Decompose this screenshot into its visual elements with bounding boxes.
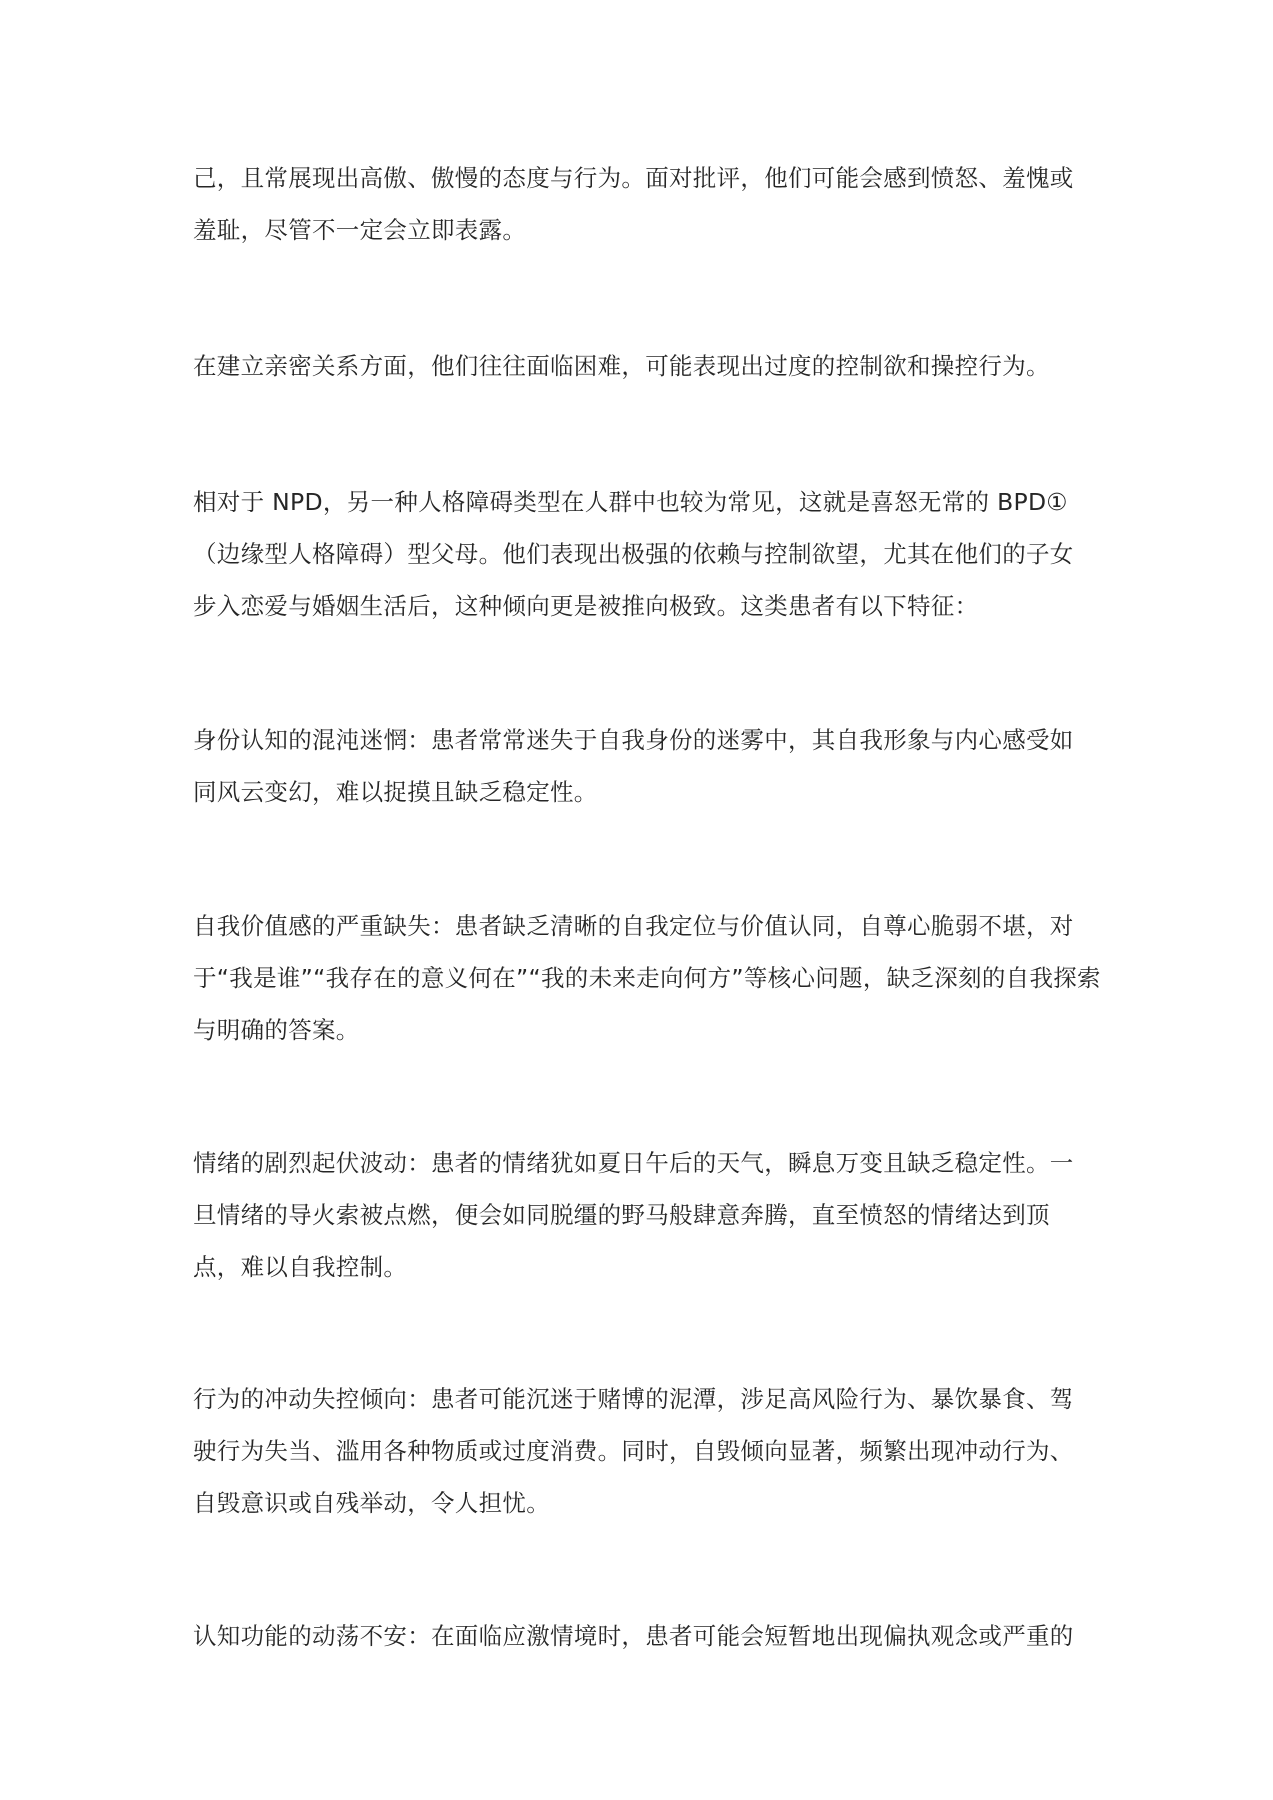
text-line: 自毁意识或自残举动，令人担忧。	[193, 1489, 550, 1517]
text-line: 羞耻，尽管不一定会立即表露。	[193, 216, 527, 244]
paragraph-cognitive-instability	[193, 1610, 1093, 1662]
paragraph-emotional-swings	[193, 1137, 1093, 1293]
text-line: 情绪的剧烈起伏波动：患者的情绪犹如夏日午后的天气，瞬息万变且缺乏稳定性。一	[193, 1149, 1074, 1177]
text-line: 点，难以自我控制。	[193, 1253, 408, 1281]
text-line: 步入恋爱与婚姻生活后，这种倾向更是被推向极致。这类患者有以下特征：	[193, 592, 979, 620]
paragraph-identity-confusion	[193, 714, 1093, 818]
paragraph-bpd-intro	[193, 476, 1093, 632]
text-line: 相对于 NPD，另一种人格障碍类型在人群中也较为常见，这就是喜怒无常的 BPD①	[193, 488, 1068, 516]
text-line: 在建立亲密关系方面，他们往往面临困难，可能表现出过度的控制欲和操控行为。	[193, 352, 1050, 380]
text-line: 己，且常展现出高傲、傲慢的态度与行为。面对批评，他们可能会感到愤怒、羞愧或	[193, 164, 1074, 192]
paragraph-npd-relationships	[193, 340, 1093, 392]
text-line: 认知功能的动荡不安：在面临应激情境时，患者可能会短暂地出现偏执观念或严重的	[193, 1622, 1074, 1650]
text-line: 自我价值感的严重缺失：患者缺乏清晰的自我定位与价值认同，自尊心脆弱不堪，对	[193, 912, 1074, 940]
text-line: 旦情绪的导火索被点燃，便会如同脱缰的野马般肆意奔腾，直至愤怒的情绪达到顶	[193, 1201, 1050, 1229]
text-line: （边缘型人格障碍）型父母。他们表现出极强的依赖与控制欲望，尤其在他们的子女	[193, 540, 1074, 568]
text-line: 与明确的答案。	[193, 1016, 360, 1044]
paragraph-self-worth	[193, 900, 1101, 1056]
text-line: 身份认知的混沌迷惘：患者常常迷失于自我身份的迷雾中，其自我形象与内心感受如	[193, 726, 1074, 754]
text-line: 于“我是谁”“我存在的意义何在”“我的未来走向何方”等核心问题，缺乏深刻的自我探索	[193, 964, 1101, 992]
paragraph-impulsive-behavior	[193, 1373, 1093, 1529]
text-line: 行为的冲动失控倾向：患者可能沉迷于赌博的泥潭，涉足高风险行为、暴饮暴食、驾	[193, 1385, 1074, 1413]
text-line: 驶行为失当、滥用各种物质或过度消费。同时，自毁倾向显著，频繁出现冲动行为、	[193, 1437, 1074, 1465]
text-line: 同风云变幻，难以捉摸且缺乏稳定性。	[193, 778, 598, 806]
paragraph-npd-arrogance	[193, 152, 1093, 256]
